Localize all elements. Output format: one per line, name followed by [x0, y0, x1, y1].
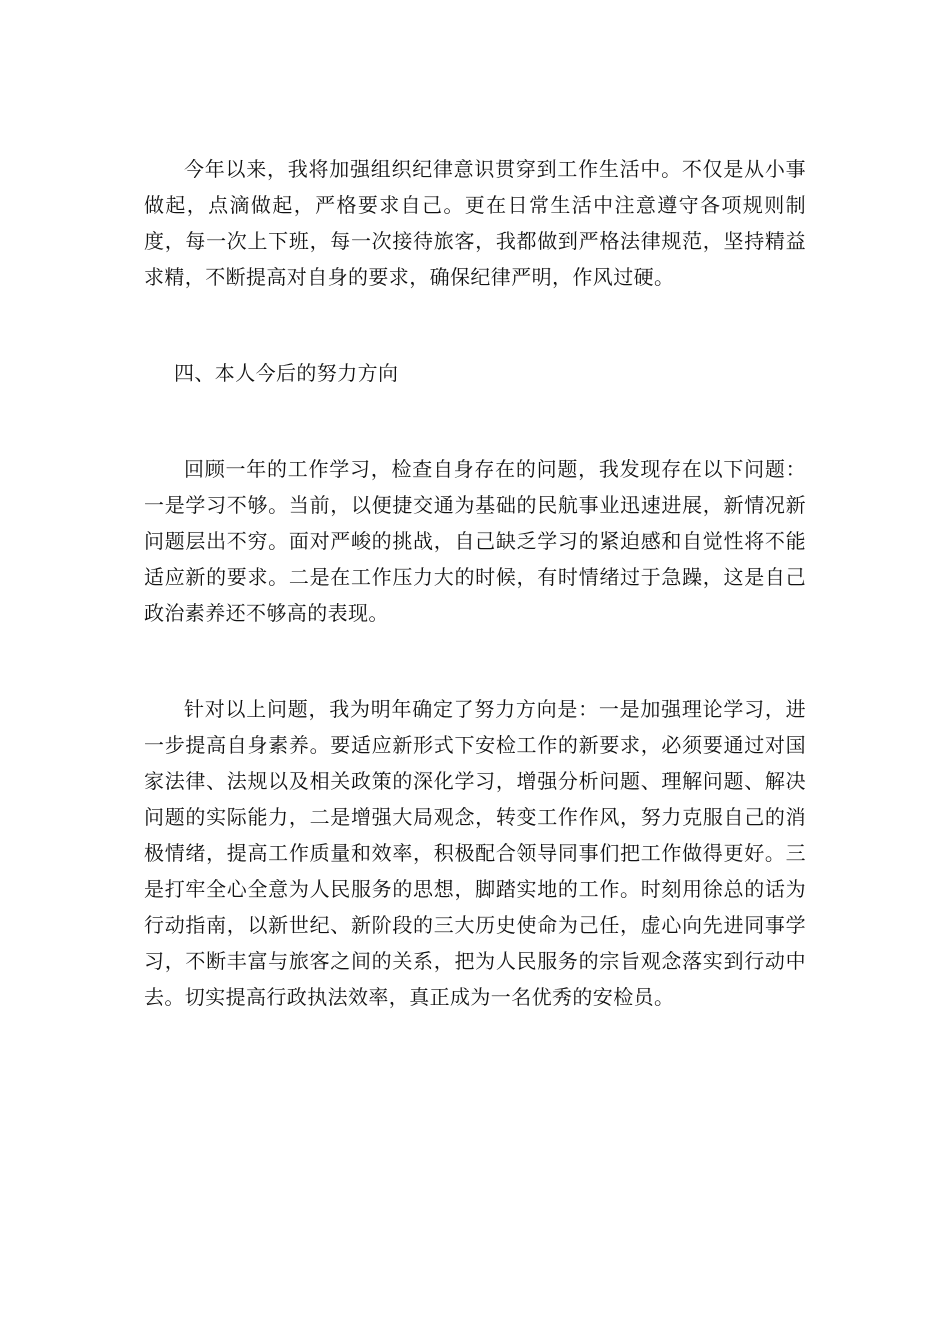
paragraph-problems: 回顾一年的工作学习，检查自身存在的问题，我发现存在以下问题：一是学习不够。当前，以便捷交通为基础的民航事业迅速进展，新情况新问题层出不穷。面对严峻的挑战，自己缺乏学习的紧迫感和自觉性将不能适应新的要求。二是在工作压力大的时候，有时情绪过于急躁，这是自己政治素养还不够高的表现。 [144, 457, 806, 625]
paragraph-discipline: 今年以来，我将加强组织纪律意识贯穿到工作生活中。不仅是从小事做起，点滴做起，严格要求自己。更在日常生活中注意遵守各项规则制度，每一次上下班，每一次接待旅客，我都做到严格法律规范，坚持精益求精，不断提高对自身的要求，确保纪律严明，作风过硬。 [144, 157, 806, 289]
paragraph-directions: 针对以上问题，我为明年确定了努力方向是：一是加强理论学习，进一步提高自身素养。要适应新形式下安检工作的新要求，必须要通过对国家法律、法规以及相关政策的深化学习，增强分析问题、理解问题、解决问题的实际能力，二是增强大局观念，转变工作作风，努力克服自己的消极情绪，提高工作质量和效率，积极配合领导同事们把工作做得更好。三是打牢全心全意为人民服务的思想，脚踏实地的工作。时刻用徐总的话为行动指南，以新世纪、新阶段的三大历史使命为己任，虚心向先进同事学习，不断丰富与旅客之间的关系，把为人民服务的宗旨观念落实到行动中去。切实提高行政执法效率，真正成为一名优秀的安检员。 [144, 697, 806, 1009]
section-heading: 四、本人今后的努力方向 [174, 361, 399, 385]
document-body [144, 151, 806, 1015]
